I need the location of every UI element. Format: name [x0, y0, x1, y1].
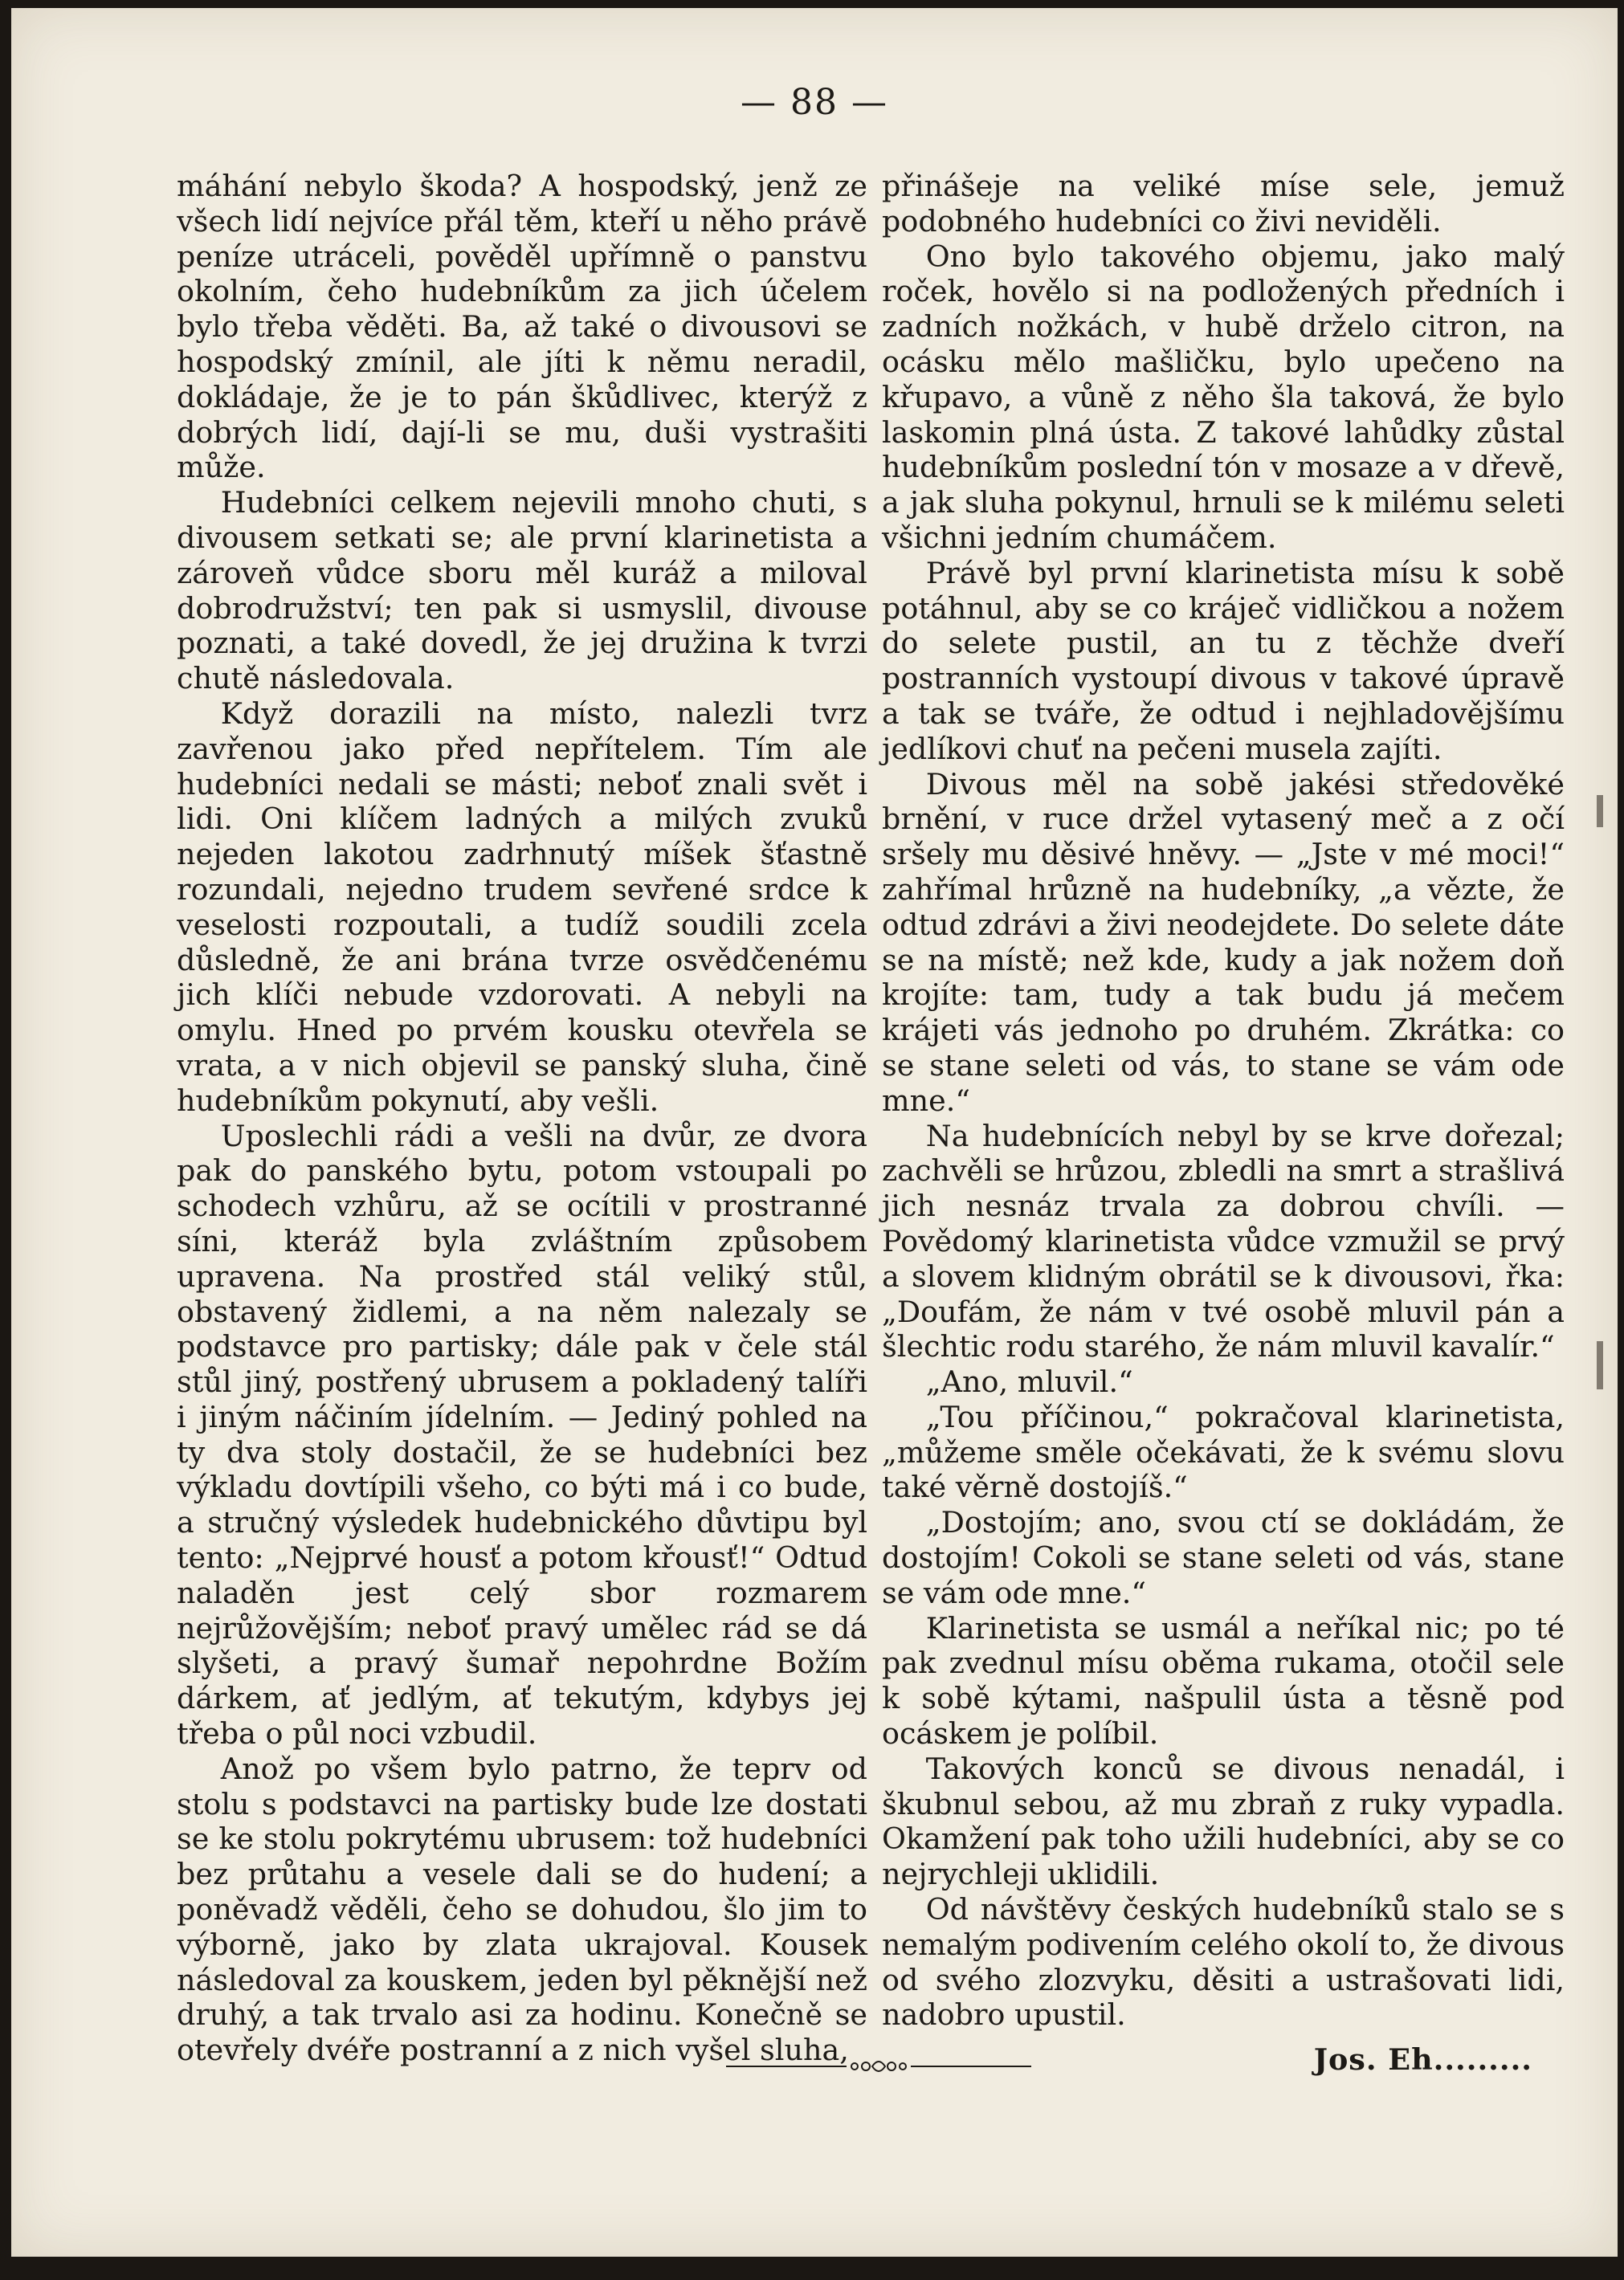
- paragraph: máhání nebylo škoda? A hospodský, jenž ze všech lidí nejvíce přál těm, kteří u něho právě peníze utráceli, pověděl upřímně o panstvu okolním, čeho hudebníkům za jich účelem bylo třeba věděti. Ba, až také o divousovi se hospodský zmínil, ale jíti k němu neradil, dokládaje, že je to pán škůdlivec, kterýž z dobrých lidí, dají-li se mu, duši vystrašiti může.: [177, 169, 867, 485]
- paragraph: Anož po všem bylo patrno, že teprv od stolu s podstavci na partisky bude lze dostati se ke stolu pokrytému ubrusem: tož hudebníci bez průtahu a vesele dali se do hudení; a poněvadž věděli, čeho se dohudou, šlo jim to výborně, jako by zlata ukrajoval. Kousek následoval za kouskem, jeden byl pěknější než druhý, a tak trvalo asi za hodinu. Konečně se otevřely dvéře postranní a z nich vyšel sluha,: [177, 1751, 867, 2068]
- paragraph: Když dorazili na místo, nalezli tvrz zavřenou jako před nepřítelem. Tím ale hudebníci nedali se másti; neboť znali svět i lidi. Oni klíčem ladných a milých zvuků nejeden lakotou zadrhnutý míšek šťastně rozundali, nejedno trudem sevřené srdce k veselosti rozpoutali, a tudíž soudili zcela důsledně, že ani brána tvrze osvědčenému jich klíči nebude vzdorovati. A nebyli na omylu. Hned po prvém kousku otevřela se vrata, a v nich objevil se panský sluha, čině hudebníkům pokynutí, aby vešli.: [177, 695, 867, 1118]
- paragraph: Právě byl první klarinetista mísu k sobě potáhnul, aby se co kráječ vidličkou a nožem do selete pustil, an tu z těchže dveří postranních vystoupí divous v takové úpravě a tak se tváře, že odtud i nejhladovějšímu jedlíkovi chuť na pečeni musela zajíti.: [882, 555, 1565, 766]
- paragraph: Uposlechli rádi a vešli na dvůr, ze dvora pak do panského bytu, potom vstoupali po schodech vzhůru, až se ocítili v prostranné síni, kteráž byla zvláštním způsobem upravena. Na prostřed stál veliký stůl, obstavený židlemi, a na něm nalezaly se podstavce pro partisky; dále pak v čele stál stůl jiný, postřený ubrusem a pokladený talíři i jiným náčiním jídelním. — Jediný pohled na ty dva stoly dostačil, že se hudebníci bez výkladu dovtípili všeho, co býti má i co bude, a stručný výsledek hudebnického důvtipu byl tento: „Nejprvé housť a potom křousť!“ Odtud naladěn jest celý sbor rozmarem nejrůžovějším; neboť pravý umělec rád se dá slyšeti, a pravý šumař nepohrdne Božím dárkem, ať jedlým, ať tekutým, kdybys jej třeba o půl noci vzbudil.: [177, 1118, 867, 1752]
- page-edge-mark: [1597, 795, 1603, 827]
- page-edge-mark: [1597, 1341, 1603, 1389]
- left-column: [177, 169, 867, 2068]
- paragraph: Od návštěvy českých hudebníků stalo se s nemalým podivením celého okolí to, že divous od svého zlozvyku, děsiti a ustrašovati lidi, nadobro upustil.: [882, 1892, 1565, 2033]
- paragraph: Klarinetista se usmál a neříkal nic; po té pak zvednul mísu oběma rukama, otočil sele k sobě kýtami, našpulil ústa a těsně pod ocáskem je políbil.: [882, 1610, 1565, 1752]
- paragraph: „Tou příčinou,“ pokračoval klarinetista, „můžeme směle očekávati, že k svému slovu také věrně dostojíš.“: [882, 1399, 1565, 1505]
- right-column: [882, 169, 1565, 2078]
- paragraph: Divous měl na sobě jakési středověké brnění, v ruce držel vytasený meč a z očí sršely mu děsivé hněvy. — „Jste v mé moci!“ zahřímal hrůzně na hudebníky, „a vězte, že odtud zdrávi a živi neodejdete. Do selete dáte se na místě; než kde, kudy a jak nožem doň krojíte: tam, tudy a tak budu já mečem krájeti vás jednoho po druhém. Zkrátka: co se stane seleti od vás, to stane se vám ode mne.“: [882, 766, 1565, 1118]
- paragraph: Takových konců se divous nenadál, i škubnul sebou, až mu zbraň z ruky vypadla. Okamžení pak toho užili hudebníci, aby se co nejrychleji uklidili.: [882, 1751, 1565, 1892]
- paragraph: „Ano, mluvil.“: [925, 1364, 1133, 1400]
- book-page: [11, 8, 1618, 2257]
- paragraph: „Dostojím; ano, svou ctí se dokládám, že dostojím! Cokoli se stane seleti od vás, stane se vám ode mne.“: [882, 1505, 1565, 1610]
- paragraph: Ono bylo takového objemu, jako malý roček, hovělo si na podložených předních i zadních nožkách, v hubě drželo citron, na ocásku mělo mašličku, bylo upečeno na křupavo, a vůně z něho šla taková, že bylo laskomin plná ústa. Z takové lahůdky zůstal hudebníkům poslední tón v mosaze a v dřevě, a jak sluha pokynul, hrnuli se k milému seleti všichni jedním chumáčem.: [882, 239, 1565, 555]
- paragraph: přinášeje na veliké míse sele, jemuž podobného hudebníci co živi neviděli.: [882, 169, 1565, 239]
- author-signature: Jos. Eh.........: [1313, 2042, 1532, 2078]
- page-number: — 88 —: [741, 82, 888, 123]
- ornament-divider-icon: [726, 2054, 1031, 2078]
- paragraph: Hudebníci celkem nejevili mnoho chuti, s divousem setkati se; ale první klarinetista a zároveň vůdce sboru měl kuráž a miloval dobrodružství; ten pak si usmyslil, divouse poznati, a také dovedl, že jej družina k tvrzi chutě následovala.: [177, 485, 867, 696]
- paragraph: Na hudebnících nebyl by se krve dořezal; zachvěli se hrůzou, zbledli na smrt a strašlivá jich nesnáz trvala za dobrou chvíli. — Povědomý klarinetista vůdce vzmužil se prvý a slovem klidným obrátil se k divousovi, řka: „Doufám, že nám v tvé osobě mluvil pán a šlechtic rodu starého, že nám mluvil kavalír.“: [882, 1118, 1565, 1364]
